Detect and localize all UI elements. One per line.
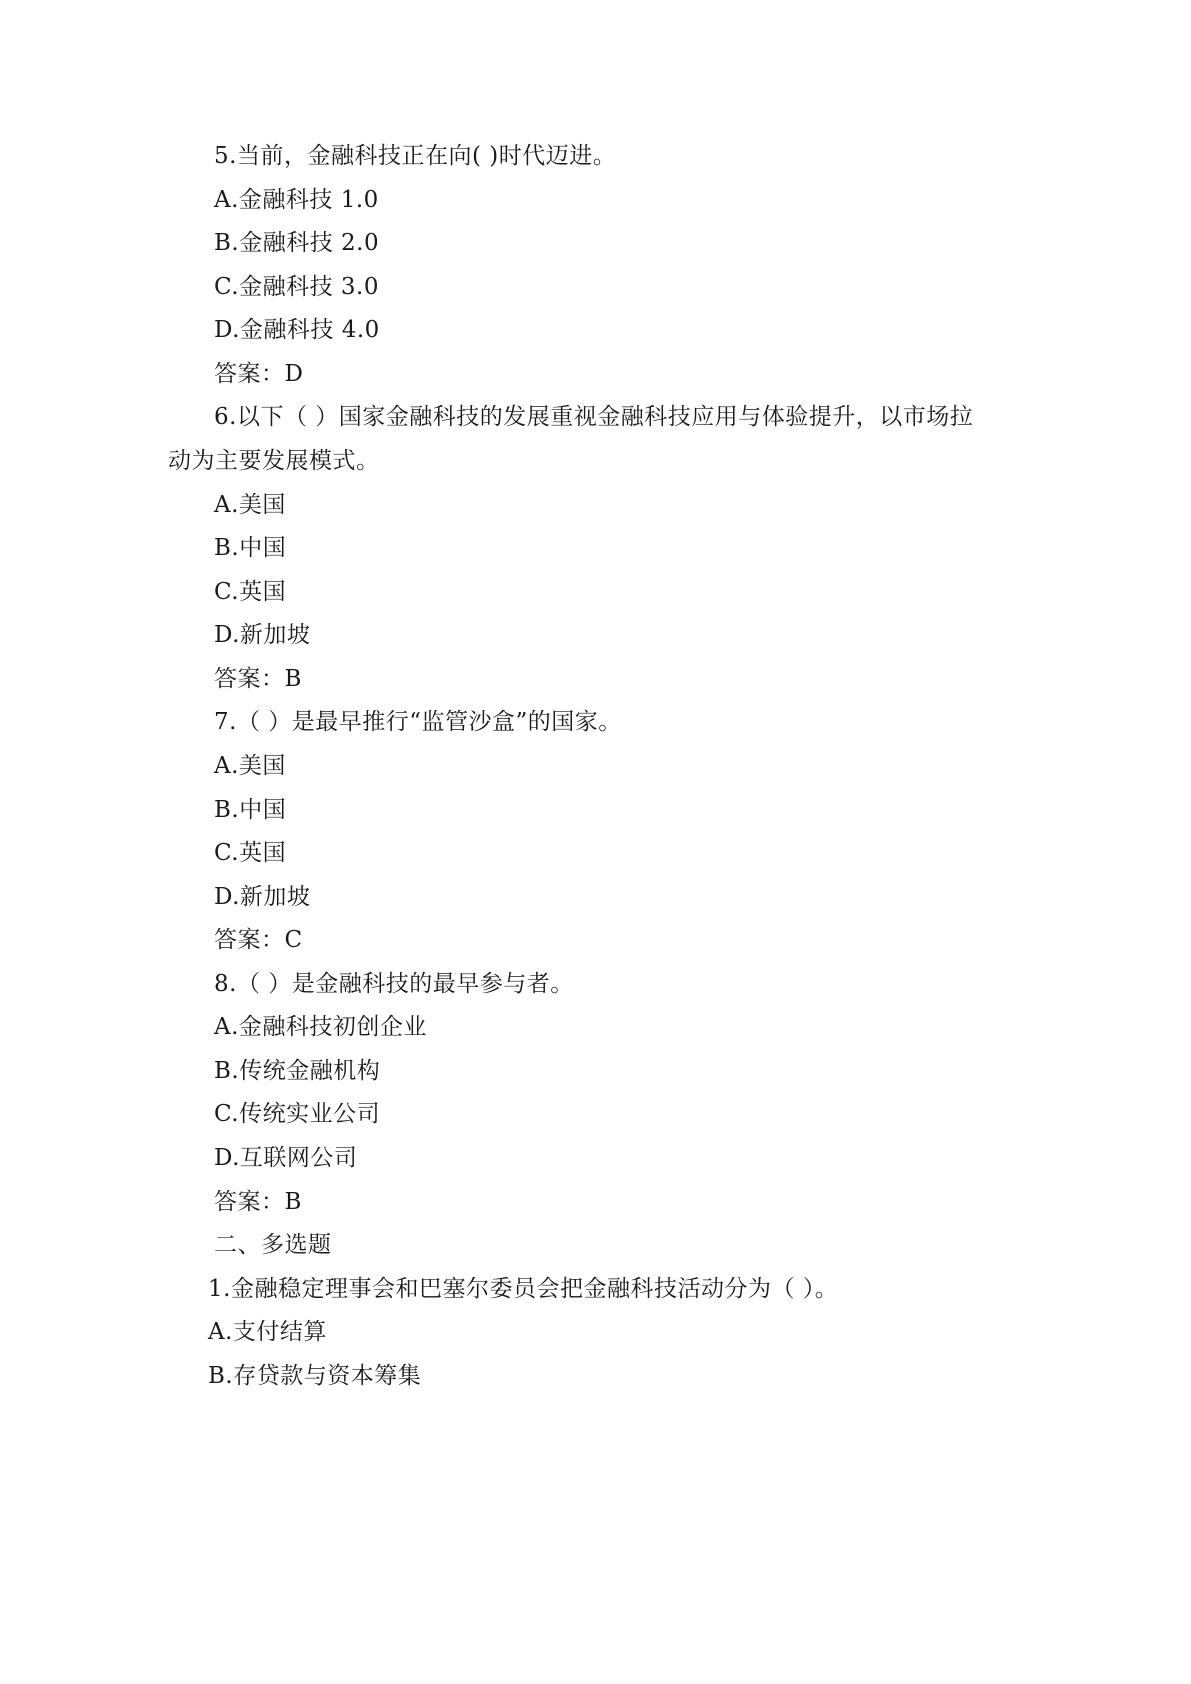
question-7-answer: 答案：C: [214, 927, 303, 953]
question-8-option-a: A.金融科技初创企业: [214, 1014, 427, 1040]
question-5-option-a: A.金融科技 1.0: [214, 187, 379, 213]
question-6-option-d: D.新加坡: [214, 622, 311, 648]
question-7-option-b: B.中国: [214, 797, 287, 823]
question-6-answer: 答案：B: [214, 666, 302, 692]
question-5-option-c: C.金融科技 3.0: [214, 274, 379, 300]
question-8-stem: 8.（ ）是金融科技的最早参与者。: [214, 971, 574, 997]
question-7-stem: 7.（ ）是最早推行“监管沙盒”的国家。: [214, 709, 622, 735]
question-6-option-a: A.美国: [214, 492, 286, 518]
question-6-option-c: C.英国: [214, 579, 287, 605]
question-8-option-c: C.传统实业公司: [214, 1101, 381, 1127]
question-6-option-b: B.中国: [214, 535, 287, 561]
multi-question-1-stem: 1.金融稳定理事会和巴塞尔委员会把金融科技活动分为（ ）。: [208, 1276, 839, 1302]
question-8-option-d: D.互联网公司: [214, 1145, 358, 1171]
question-5-option-b: B.金融科技 2.0: [214, 230, 380, 256]
question-5-stem: 5.当前，金融科技正在向( )时代迈进。: [214, 143, 617, 169]
question-7-option-d: D.新加坡: [214, 884, 311, 910]
question-8-answer: 答案：B: [214, 1189, 302, 1215]
question-8-option-b: B.传统金融机构: [214, 1058, 381, 1084]
question-6-stem-line-1: 6.以下（ ）国家金融科技的发展重视金融科技应用与体验提升，以市场拉: [214, 404, 974, 430]
question-5-option-d: D.金融科技 4.0: [214, 317, 380, 343]
question-7-option-a: A.美国: [214, 753, 286, 779]
section-heading: 二、多选题: [214, 1232, 332, 1258]
multi-question-1-option-a: A.支付结算: [208, 1319, 327, 1345]
multi-question-1-option-b: B.存贷款与资本筹集: [208, 1363, 422, 1389]
question-6-stem-line-2: 动为主要发展模式。: [168, 448, 380, 474]
question-7-option-c: C.英国: [214, 840, 287, 866]
question-5-answer: 答案：D: [214, 361, 304, 387]
